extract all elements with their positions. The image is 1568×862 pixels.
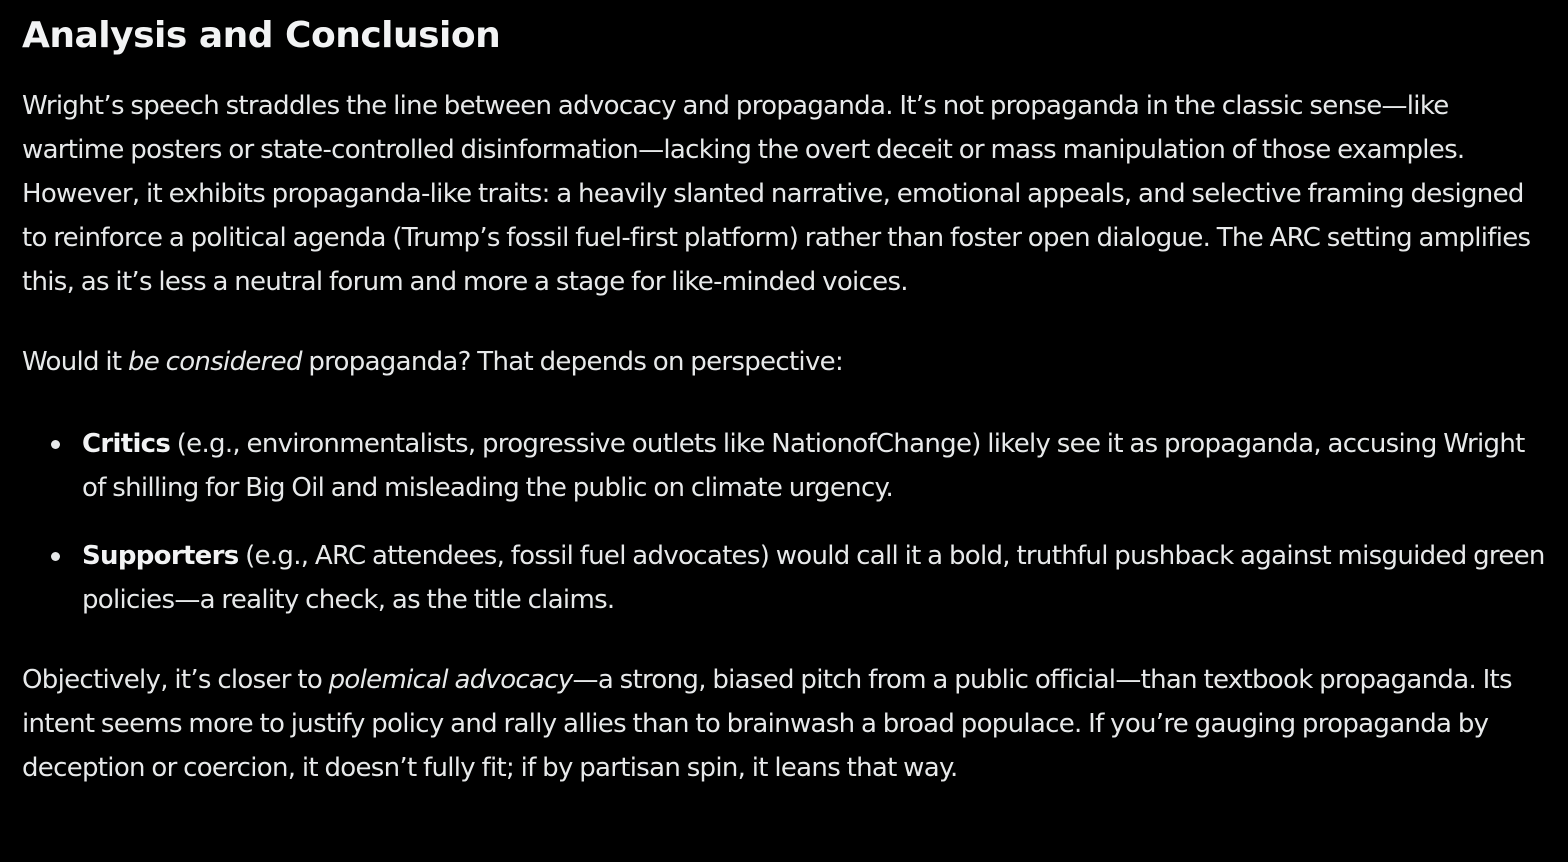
question-emphasis: be considered (127, 347, 302, 377)
paragraph-conclusion (22, 658, 1550, 790)
list-item-label: Supporters (82, 541, 239, 571)
bullet-dot-icon (51, 440, 60, 449)
paragraph-question (22, 340, 1550, 384)
paragraph-analysis: Wright’s speech straddles the line between advocacy and propaganda. It’s not propaganda in the classic sense—like wartime posters or state-controlled disinformation—lacking the overt deceit or mass manipulation of those examples. However, it exhibits propaganda-like traits: a heavily slanted narrative, emotional appeals, and selective framing designed to reinforce a political agenda (Trump’s fossil fuel-first platform) rather than foster open dialogue. The ARC setting amplifies this, as it’s less a neutral forum and more a stage for like-minded voices. (22, 91, 1531, 297)
section-heading: Analysis and Conclusion (22, 15, 501, 56)
question-text-start: Would it (22, 347, 128, 377)
list-item-supporters (82, 534, 1550, 622)
list-item-text: (e.g., environmentalists, progressive outlets like NationofChange) likely see it as propaganda, accusing Wright of shilling for Big Oil and misleading the public on climate urgency. (82, 429, 1525, 503)
list-item-text: (e.g., ARC attendees, fossil fuel advocates) would call it a bold, truthful pushback against misguided green policies—a reality check, as the title claims. (82, 541, 1545, 615)
list-item-label: Critics (82, 429, 171, 459)
conclusion-emphasis: polemical advocacy (328, 665, 573, 695)
question-text-end: propaganda? That depends on perspective: (301, 347, 843, 377)
conclusion-text-end: —a strong, biased pitch from a public official—than textbook propaganda. Its intent seems more to justify policy and rally allies than to brainwash a broad populace. If you’re gauging propaganda by deception or coercion, it doesn’t fully fit; if by partisan spin, it leans that way. (22, 665, 1512, 783)
perspective-list (22, 422, 1550, 622)
list-item-critics (82, 422, 1550, 510)
bullet-dot-icon (51, 552, 60, 561)
conclusion-text-start: Objectively, it’s closer to (22, 665, 329, 695)
